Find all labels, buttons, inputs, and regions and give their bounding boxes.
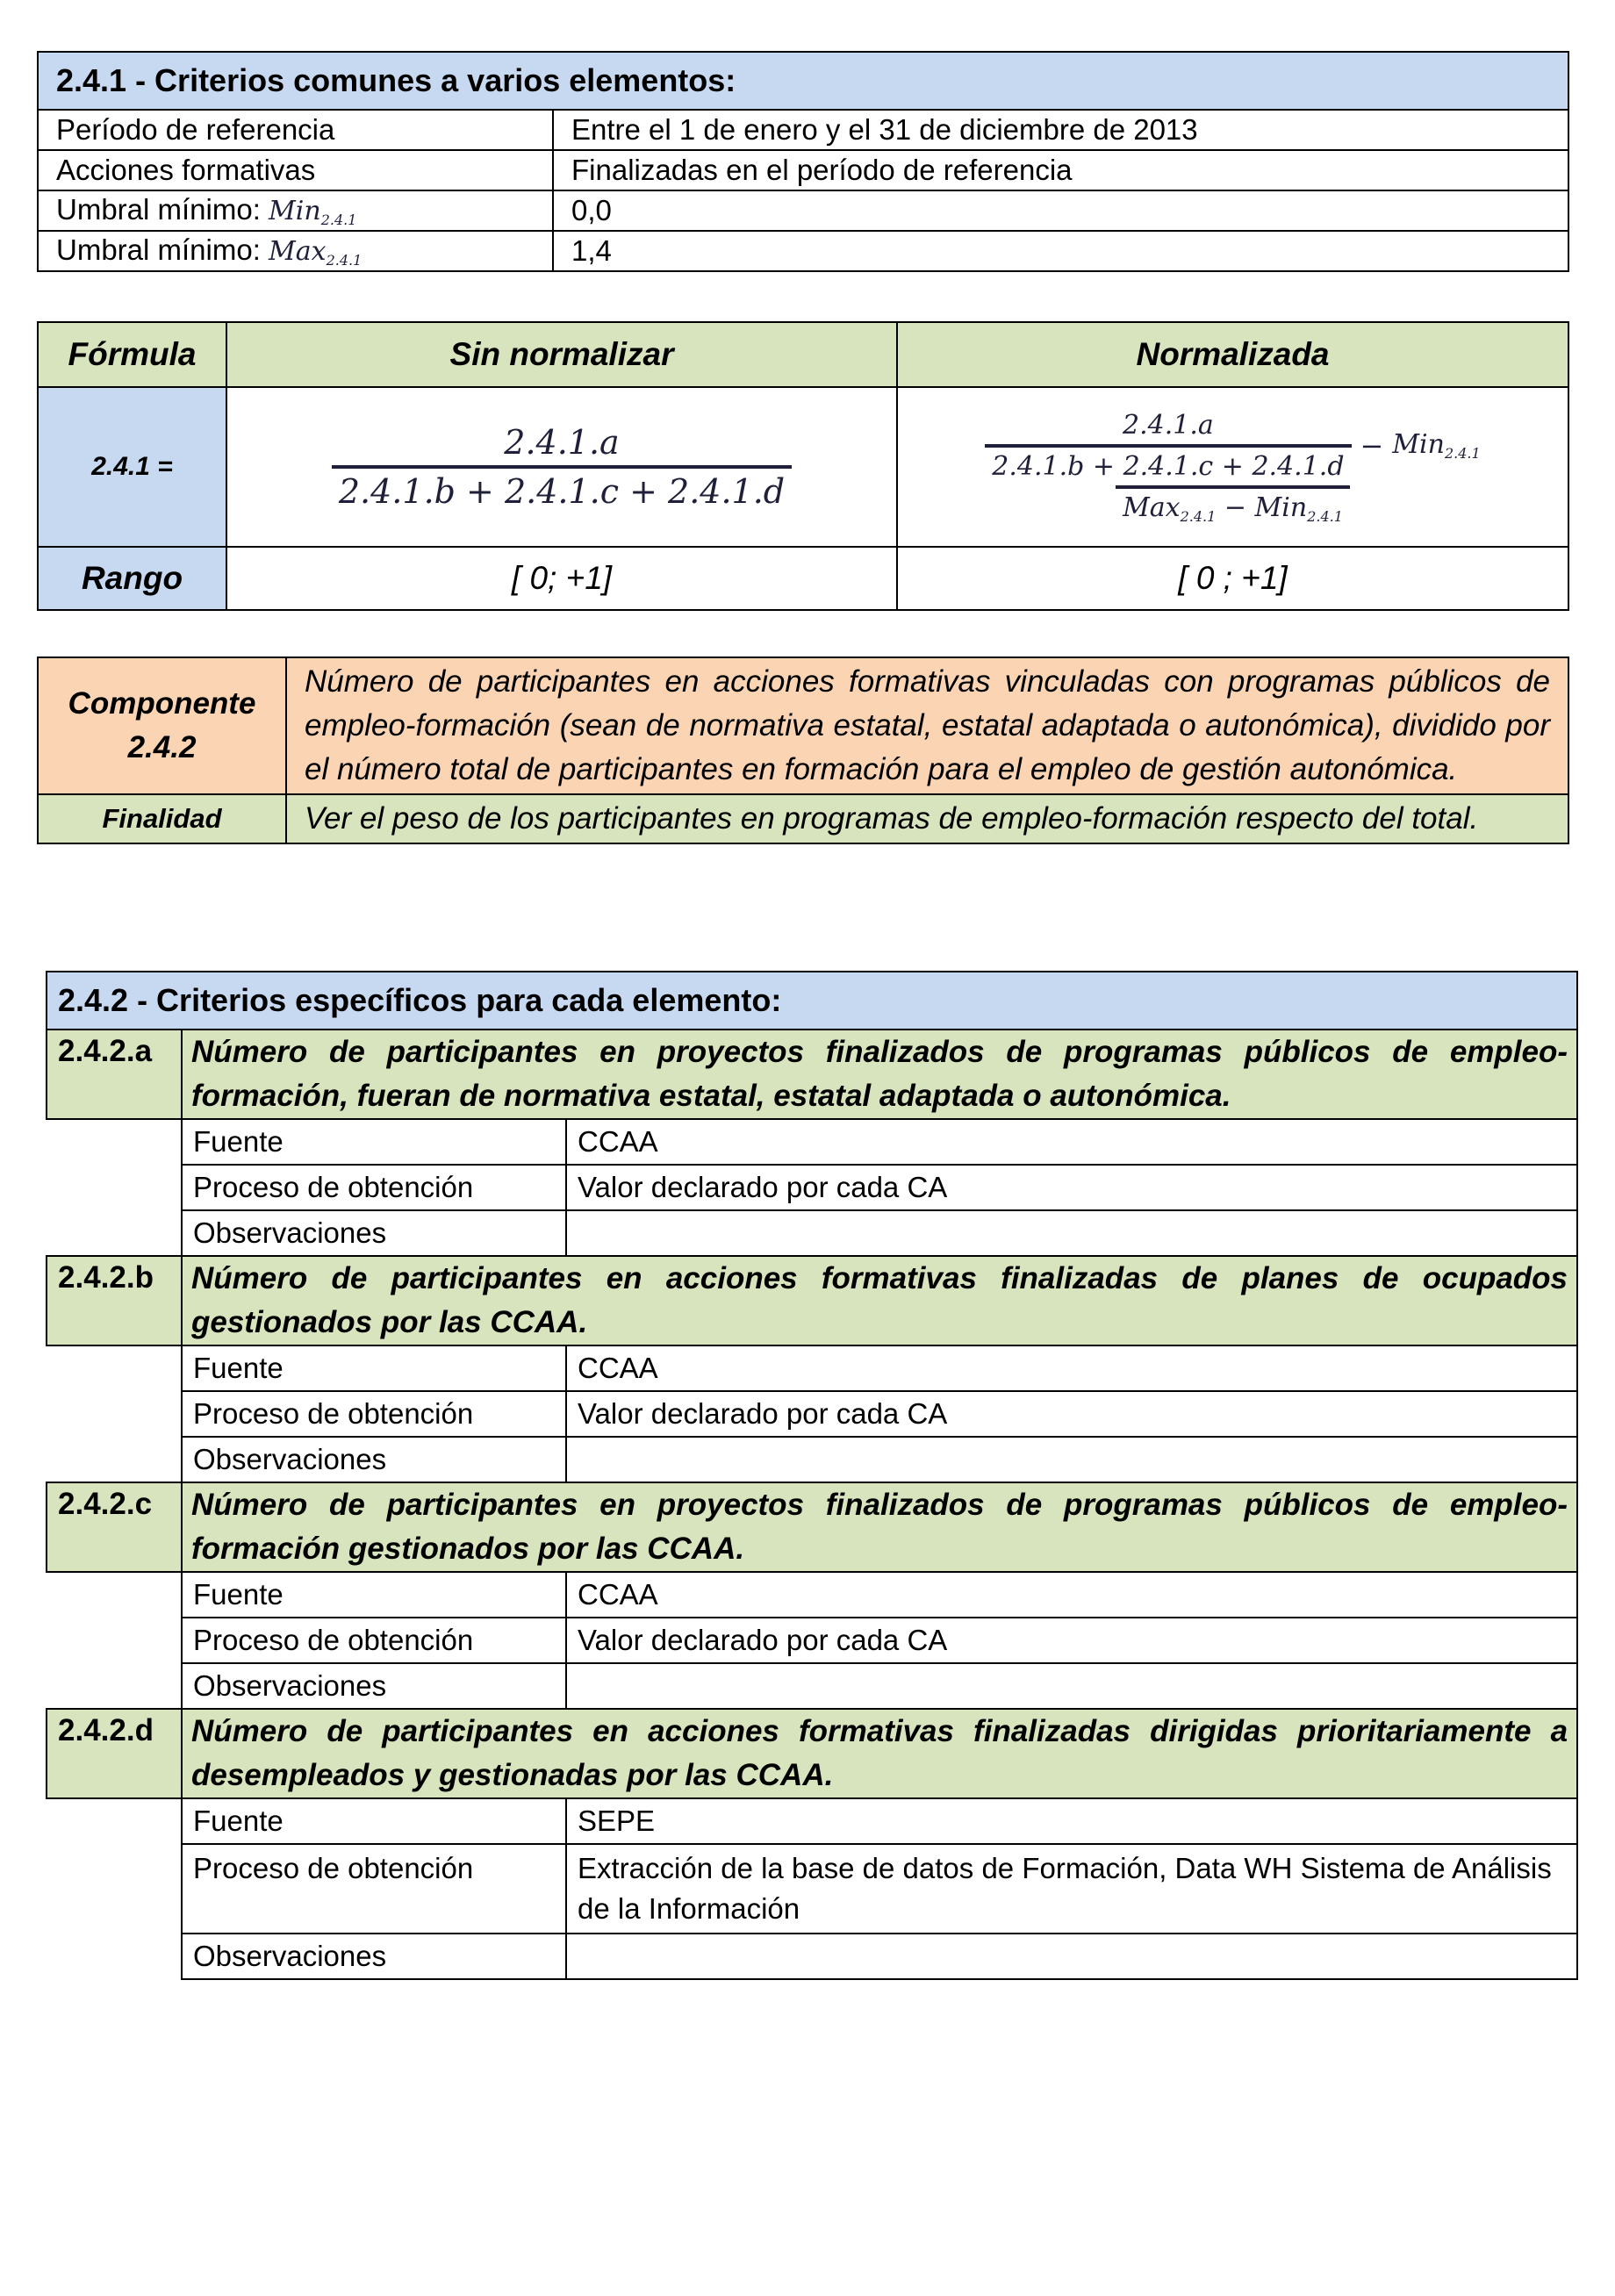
element-title-row	[47, 1030, 1577, 1119]
component-table	[37, 657, 1569, 844]
max-term-text: Max	[1123, 491, 1181, 523]
source-label: Fuente	[182, 1572, 566, 1618]
table-row	[38, 231, 1568, 271]
row-label-cell	[38, 190, 553, 231]
row-value: Finalizadas en el período de referencia	[553, 150, 1568, 190]
min-symbol-text: Min	[269, 196, 321, 226]
raw-denominator: 2.4.1.b + 2.4.1.c + 2.4.1.d	[332, 465, 792, 511]
indent-spacer	[47, 1934, 182, 1979]
formula-table	[37, 321, 1569, 611]
indent-spacer	[47, 1437, 182, 1482]
element-title-row	[47, 1482, 1577, 1572]
process-label: Proceso de obtención	[182, 1844, 566, 1934]
normalized-formula-cell	[897, 387, 1568, 547]
notes-label: Observaciones	[182, 1663, 566, 1709]
notes-row	[47, 1210, 1577, 1256]
source-value: CCAA	[566, 1119, 1577, 1165]
notes-value	[566, 1934, 1577, 1979]
raw-header: Sin normalizar	[226, 322, 897, 387]
common-criteria-header-row	[38, 52, 1568, 110]
element-title: Número de participantes en acciones formativas finalizadas de planes de ocupados gestionados por las CCAA.	[182, 1256, 1577, 1345]
element-title: Número de participantes en proyectos finalizados de programas públicos de empleo-formación, fueran de normativa estatal, estatal adaptada o autonómica.	[182, 1030, 1577, 1119]
row-value: 0,0	[553, 190, 1568, 231]
formula-row	[38, 387, 1568, 547]
range-raw: [ 0; +1]	[226, 547, 897, 610]
element-code: 2.4.2.d	[47, 1709, 182, 1798]
min-term-den-subscript: 2.4.1	[1307, 507, 1343, 525]
source-label: Fuente	[182, 1798, 566, 1844]
table-row	[38, 190, 1568, 231]
min-symbol-subscript: 2.4.1	[320, 212, 357, 228]
raw-numerator: 2.4.1.a	[504, 423, 620, 462]
range-normalized: [ 0 ; +1]	[897, 547, 1568, 610]
source-row	[47, 1119, 1577, 1165]
element-title: Número de participantes en proyectos finalizados de programas públicos de empleo-formación gestionados por las CCAA.	[182, 1482, 1577, 1572]
normalized-numerator	[978, 410, 1487, 485]
max-symbol	[269, 236, 362, 267]
source-label: Fuente	[182, 1119, 566, 1165]
process-row	[47, 1165, 1577, 1210]
indent-spacer	[47, 1165, 182, 1210]
row-label: Umbral mínimo:	[56, 193, 269, 226]
min-term-text: Min	[1392, 429, 1445, 460]
raw-formula	[332, 423, 792, 511]
source-value: SEPE	[566, 1798, 1577, 1844]
element-title-row	[47, 1256, 1577, 1345]
indent-spacer	[47, 1572, 182, 1618]
normalized-formula	[978, 410, 1487, 525]
source-row	[47, 1572, 1577, 1618]
raw-formula-cell	[226, 387, 897, 547]
component-label-cell	[38, 657, 286, 794]
max-symbol-subscript: 2.4.1	[326, 252, 362, 269]
max-term-subscript: 2.4.1	[1180, 507, 1217, 525]
notes-row	[47, 1934, 1577, 1979]
section-242-title: 2.4.2 - Criterios específicos para cada elemento:	[47, 972, 1577, 1030]
formula-header: Fórmula	[38, 322, 226, 387]
row-label: Acciones formativas	[38, 150, 553, 190]
source-value: CCAA	[566, 1345, 1577, 1391]
inner-fraction	[985, 410, 1351, 482]
process-row	[47, 1618, 1577, 1663]
notes-value	[566, 1663, 1577, 1709]
notes-label: Observaciones	[182, 1437, 566, 1482]
min-term-subscript: 2.4.1	[1444, 445, 1481, 462]
component-description: Número de participantes en acciones formativas vinculadas con programas públicos de empleo-formación (sean de normativa estatal, estatal adaptada o autonómica), dividido por el número total de participantes en formación para el empleo de gestión autonómica.	[286, 657, 1568, 794]
notes-label: Observaciones	[182, 1210, 566, 1256]
process-label: Proceso de obtención	[182, 1391, 566, 1437]
element-code: 2.4.2.c	[47, 1482, 182, 1572]
purpose-row	[38, 794, 1568, 843]
source-row	[47, 1798, 1577, 1844]
row-value: Entre el 1 de enero y el 31 de diciembre de 2013	[553, 110, 1568, 150]
component-label: Componente	[68, 686, 256, 721]
formula-header-row	[38, 322, 1568, 387]
min-term	[1392, 429, 1480, 462]
indent-spacer	[47, 1345, 182, 1391]
min-term-den-text: Min	[1254, 491, 1308, 523]
notes-label: Observaciones	[182, 1934, 566, 1979]
specific-criteria-table	[46, 971, 1578, 1980]
source-row	[47, 1345, 1577, 1391]
indent-spacer	[47, 1844, 182, 1934]
process-label: Proceso de obtención	[182, 1618, 566, 1663]
purpose-text: Ver el peso de los participantes en programas de empleo-formación respecto del total.	[286, 794, 1568, 843]
row-value: 1,4	[553, 231, 1568, 271]
process-row	[47, 1844, 1577, 1934]
indent-spacer	[47, 1210, 182, 1256]
indent-spacer	[47, 1798, 182, 1844]
component-number: 2.4.2	[127, 730, 197, 764]
row-label-cell	[38, 231, 553, 271]
denominator-minus-sign: −	[1224, 491, 1255, 523]
max-symbol-text: Max	[269, 236, 327, 267]
notes-value	[566, 1210, 1577, 1256]
process-row	[47, 1391, 1577, 1437]
min-symbol	[269, 196, 356, 226]
process-label: Proceso de obtención	[182, 1165, 566, 1210]
table-row	[38, 110, 1568, 150]
section-241-title: 2.4.1 - Criterios comunes a varios elementos:	[38, 52, 1568, 110]
normalized-header: Normalizada	[897, 322, 1568, 387]
range-label: Rango	[38, 547, 226, 610]
source-value: CCAA	[566, 1572, 1577, 1618]
process-value: Valor declarado por cada CA	[566, 1165, 1577, 1210]
process-value: Valor declarado por cada CA	[566, 1618, 1577, 1663]
normalized-denominator	[1116, 485, 1350, 525]
indent-spacer	[47, 1618, 182, 1663]
source-label: Fuente	[182, 1345, 566, 1391]
element-code: 2.4.2.b	[47, 1256, 182, 1345]
notes-row	[47, 1663, 1577, 1709]
specific-criteria-header-row	[47, 972, 1577, 1030]
inner-denominator: 2.4.1.b + 2.4.1.c + 2.4.1.d	[985, 444, 1351, 482]
indent-spacer	[47, 1391, 182, 1437]
process-value: Valor declarado por cada CA	[566, 1391, 1577, 1437]
purpose-label: Finalidad	[38, 794, 286, 843]
row-label: Período de referencia	[38, 110, 553, 150]
element-code: 2.4.2.a	[47, 1030, 182, 1119]
element-title-row	[47, 1709, 1577, 1798]
notes-value	[566, 1437, 1577, 1482]
common-criteria-table	[37, 51, 1569, 272]
component-row	[38, 657, 1568, 794]
element-title: Número de participantes en acciones formativas finalizadas dirigidas prioritariamente a desempleados y gestionadas por las CCAA.	[182, 1709, 1577, 1798]
range-row	[38, 547, 1568, 610]
table-row	[38, 150, 1568, 190]
formula-label: 2.4.1 =	[38, 387, 226, 547]
process-value: Extracción de la base de datos de Formación, Data WH Sistema de Análisis de la Información	[566, 1844, 1577, 1934]
row-label: Umbral mínimo:	[56, 233, 269, 266]
indent-spacer	[47, 1663, 182, 1709]
inner-numerator: 2.4.1.a	[1123, 409, 1214, 441]
indent-spacer	[47, 1119, 182, 1165]
notes-row	[47, 1437, 1577, 1482]
minus-sign: −	[1360, 428, 1384, 463]
